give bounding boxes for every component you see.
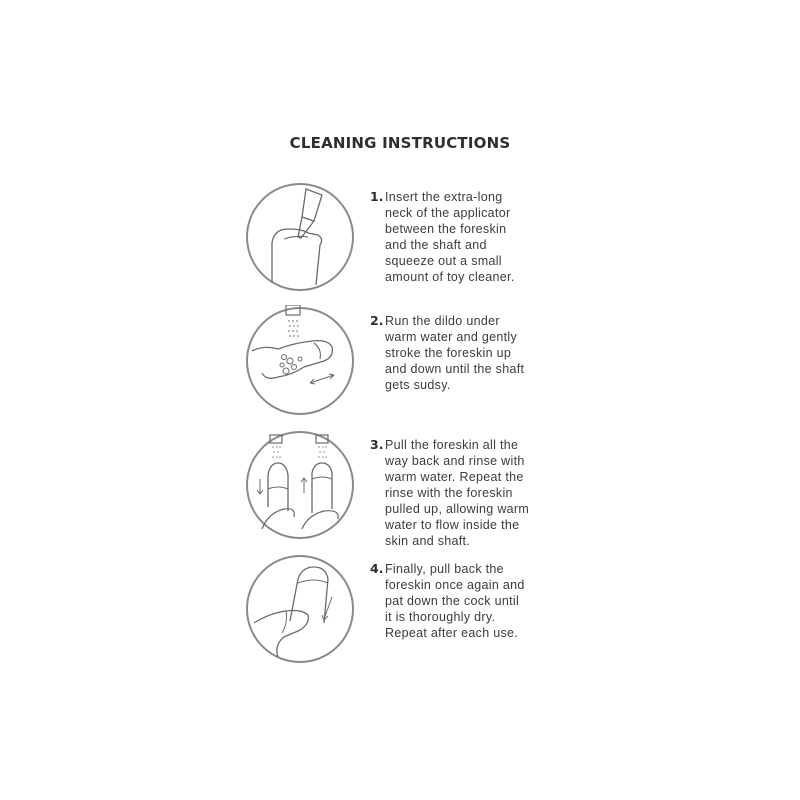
step-text: Insert the extra-long neck of the applicator between the foreskin and the shaft and squeeze out a small amount of toy cleaner. [385,190,515,284]
applicator-icon [244,181,356,293]
step-number: 4. [370,561,384,576]
step-2 [244,305,564,415]
step-1 [244,181,564,291]
step-number: 2. [370,313,384,328]
step-3 [244,429,564,548]
rinsing-icon [244,429,356,541]
drying-icon [244,553,356,665]
step-text: Run the dildo under warm water and gently stroke the foreskin up and down until the shaft gets sudsy. [385,314,525,392]
step-number: 3. [370,437,384,452]
step-text: Finally, pull back the foreskin once again and pat down the cock until it is thoroughly dry. Repeat after each use. [385,562,525,640]
washing-icon [244,305,356,417]
page-title: CLEANING INSTRUCTIONS [289,134,511,152]
step-number: 1. [370,189,384,204]
step-text: Pull the foreskin all the way back and rinse with warm water. Repeat the rinse with the foreskin pulled up, allowing warm water to flow inside the skin and shaft. [385,438,530,548]
step-4 [244,553,564,663]
